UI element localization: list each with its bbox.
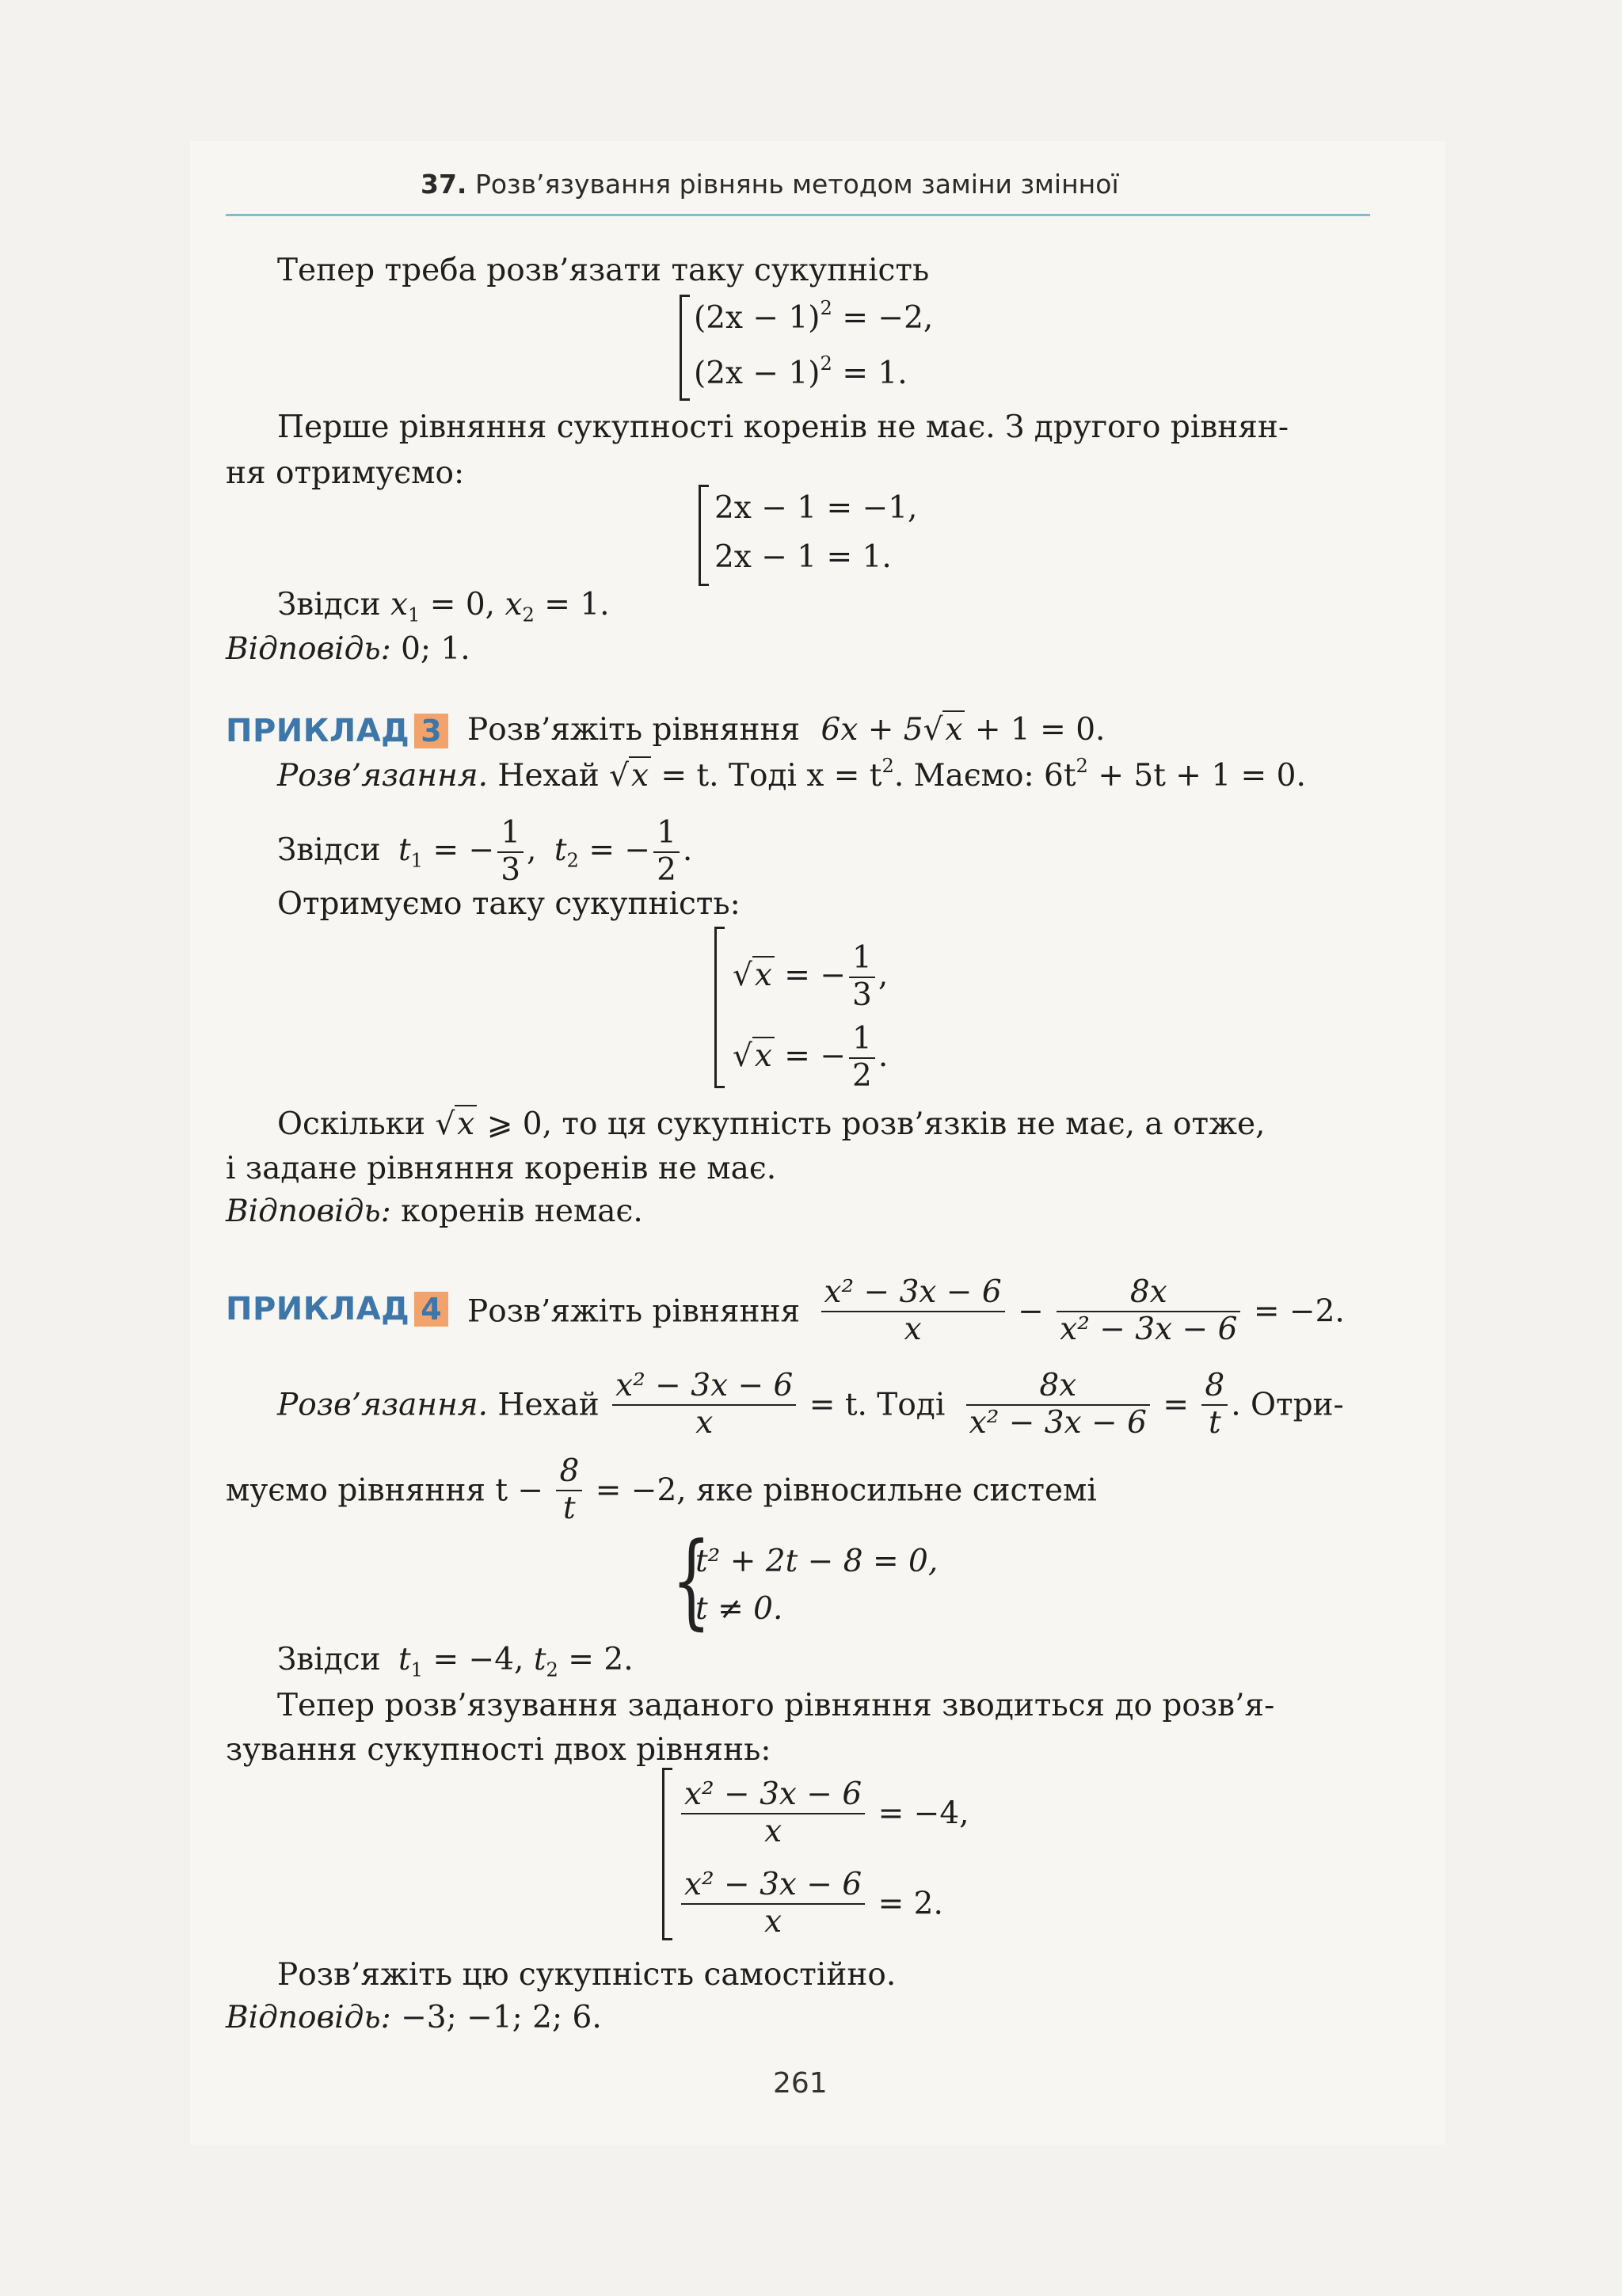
example-3-heading: ПРИКЛАД 3 [226, 713, 448, 749]
example-3-task: Розв’яжіть рівняння 6x + 5√x + 1 = 0. [467, 712, 1106, 748]
system-brace: { [672, 1520, 711, 1640]
equation: $\frac{\text{x² − 3x − 6}}{x}$ = −4, [678, 1777, 969, 1850]
section-title: Розв’язування рівнянь методом заміни змінної [474, 169, 1119, 200]
equation: $(2x - 1)^2 = -2$, [694, 297, 934, 336]
equation: 2x − 1 = 1. [714, 539, 892, 575]
equation: 2x − 1 = −1, [714, 490, 918, 526]
header-rule [226, 214, 1370, 216]
paragraph: Оскільки √x ⩾ 0, то ця сукупність розв’язків не має, а отже, [277, 1106, 1266, 1142]
example-4-heading: ПРИКЛАД 4 [226, 1291, 448, 1327]
answer: Відповідь: 0; 1. [226, 631, 470, 667]
roots-line: Звідси $t_1 = -4$, $t_2 = 2$. [277, 1642, 634, 1681]
set-bracket [699, 485, 709, 586]
paragraph: ня отримуємо: [226, 455, 465, 491]
paragraph: Тепер треба розв’язати таку сукупність [277, 253, 930, 288]
page-header [421, 169, 1119, 200]
example-number-badge: 3 [414, 714, 447, 748]
equation: t ≠ 0. [695, 1591, 783, 1627]
equation: $\frac{\text{x² − 3x − 6}}{x}$ = 2. [678, 1868, 943, 1940]
paragraph: і задане рівняння коренів не має. [226, 1151, 777, 1186]
solution-line: Розв’язання. Нехай $\frac{\text{x² − 3x − 6}}{x}$ = t. Тоді $\frac{8x}{\text{x² − 3x − 6}}$ = $\frac{8}{t}$ . Отри- [277, 1368, 1344, 1441]
example-4-task: Розв’яжіть рівняння $\frac{\text{x² − 3x − 6}}{x}$ − $\frac{8x}{\text{x² − 3x − 6}}$ = −2. [467, 1274, 1345, 1347]
solution-line: муємо рівняння t − $\frac{8}{t}$ = −2, яке рівносильне системі [226, 1453, 1097, 1526]
set-bracket [680, 295, 690, 401]
page-number: 261 [773, 2067, 828, 2100]
equation: t² + 2t − 8 = 0, [695, 1544, 939, 1579]
paragraph: Тепер розв’язування заданого рівняння зводиться до розв’я- [277, 1688, 1275, 1723]
equation: √x = − $\frac{1}{2}$ . [733, 1021, 889, 1094]
roots-line: Звідси $t_1$ = − $\frac{1}{3}$ , $t_2$ = − $\frac{1}{2}$ . [277, 815, 693, 888]
paragraph: Розв’яжіть цю сукупність самостійно. [277, 1957, 897, 1993]
answer: Відповідь: коренів немає. [226, 1194, 643, 1229]
example-number-badge: 4 [414, 1292, 447, 1327]
paragraph: Отримуємо таку сукупність: [277, 886, 741, 922]
solution-line: Розв’язання. Нехай √x = t. Тоді $x = t^2$. Маємо: $6t^2 + 5t + 1 = 0$. [277, 755, 1306, 794]
equation: √x = − $\frac{1}{3}$ , [733, 940, 889, 1013]
section-number: 37. [421, 169, 467, 200]
equation: $(2x - 1)^2 = 1$. [694, 352, 908, 391]
paragraph: Звідси $x_1 = 0$, $x_2 = 1$. [277, 587, 610, 626]
paragraph: зування сукупності двох рівнянь: [226, 1732, 771, 1768]
answer: Відповідь: −3; −1; 2; 6. [226, 2000, 602, 2035]
set-bracket [714, 927, 725, 1088]
set-bracket [662, 1768, 672, 1940]
paragraph: Перше рівняння сукупності коренів не має. З другого рівнян- [277, 409, 1289, 445]
